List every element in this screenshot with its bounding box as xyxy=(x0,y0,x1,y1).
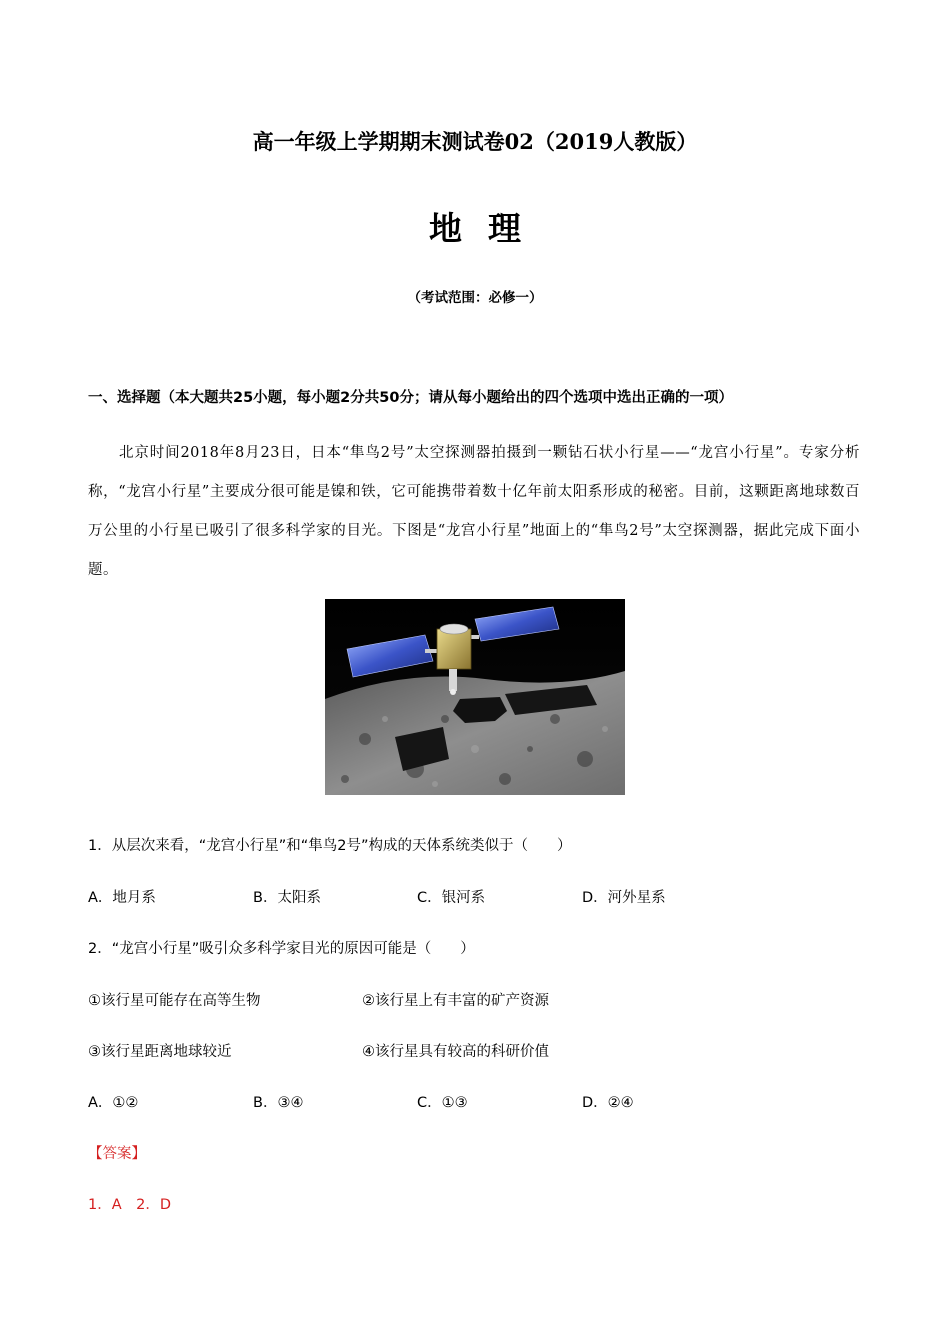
question-2-statement-4: ④该行星具有较高的科研价值 xyxy=(362,1044,549,1060)
question-1-option-a[interactable]: A．地月系 xyxy=(88,890,156,906)
question-2-stem: 2．“龙宫小行星”吸引众多科学家目光的原因可能是（ ） xyxy=(88,941,475,957)
question-1-stem: 1．从层次来看，“龙宫小行星”和“隼鸟2号”构成的天体系统类似于（ ） xyxy=(88,838,572,854)
answer-text: 1．A 2．D xyxy=(88,1197,172,1213)
question-1-option-b[interactable]: B．太阳系 xyxy=(253,890,321,906)
exam-scope: （考试范围：必修一） xyxy=(407,290,543,306)
answer-label: 【答案】 xyxy=(88,1146,146,1162)
question-1-option-c[interactable]: C．银河系 xyxy=(417,890,486,906)
question-2-option-b[interactable]: B．③④ xyxy=(253,1095,304,1111)
subject-title: 地理 xyxy=(429,209,547,248)
document-title: 高一年级上学期期末测试卷02（2019人教版） xyxy=(252,129,698,154)
section-heading: 一、选择题（本大题共25小题，每小题2分共50分；请从每小题给出的四个选项中选出正确的一项） xyxy=(88,390,733,406)
question-2-statement-1: ①该行星可能存在高等生物 xyxy=(88,993,261,1009)
spacecraft-on-asteroid-image xyxy=(325,599,625,795)
question-2-option-a[interactable]: A．①② xyxy=(88,1095,139,1111)
question-2-statement-2: ②该行星上有丰富的矿产资源 xyxy=(362,993,549,1009)
question-2-statement-3: ③该行星距离地球较近 xyxy=(88,1044,232,1060)
question-1-option-d[interactable]: D．河外星系 xyxy=(582,890,666,906)
question-2-option-d[interactable]: D．②④ xyxy=(582,1095,634,1111)
reading-passage: 北京时间2018年8月23日，日本“隼鸟2号”太空探测器拍摄到一颗钻石状小行星——“龙宫小行星”。专家分析称，“龙宫小行星”主要成分很可能是镍和铁，它可能携带着数十亿年前太阳系形成的秘密。目前，这颗距离地球数百万公里的小行星已吸引了很多科学家的目光。下图是“龙宫小行星”地面上的“隼鸟2号”太空探测器，据此完成下面小题。 xyxy=(88,445,860,578)
question-2-option-c[interactable]: C．①③ xyxy=(417,1095,468,1111)
